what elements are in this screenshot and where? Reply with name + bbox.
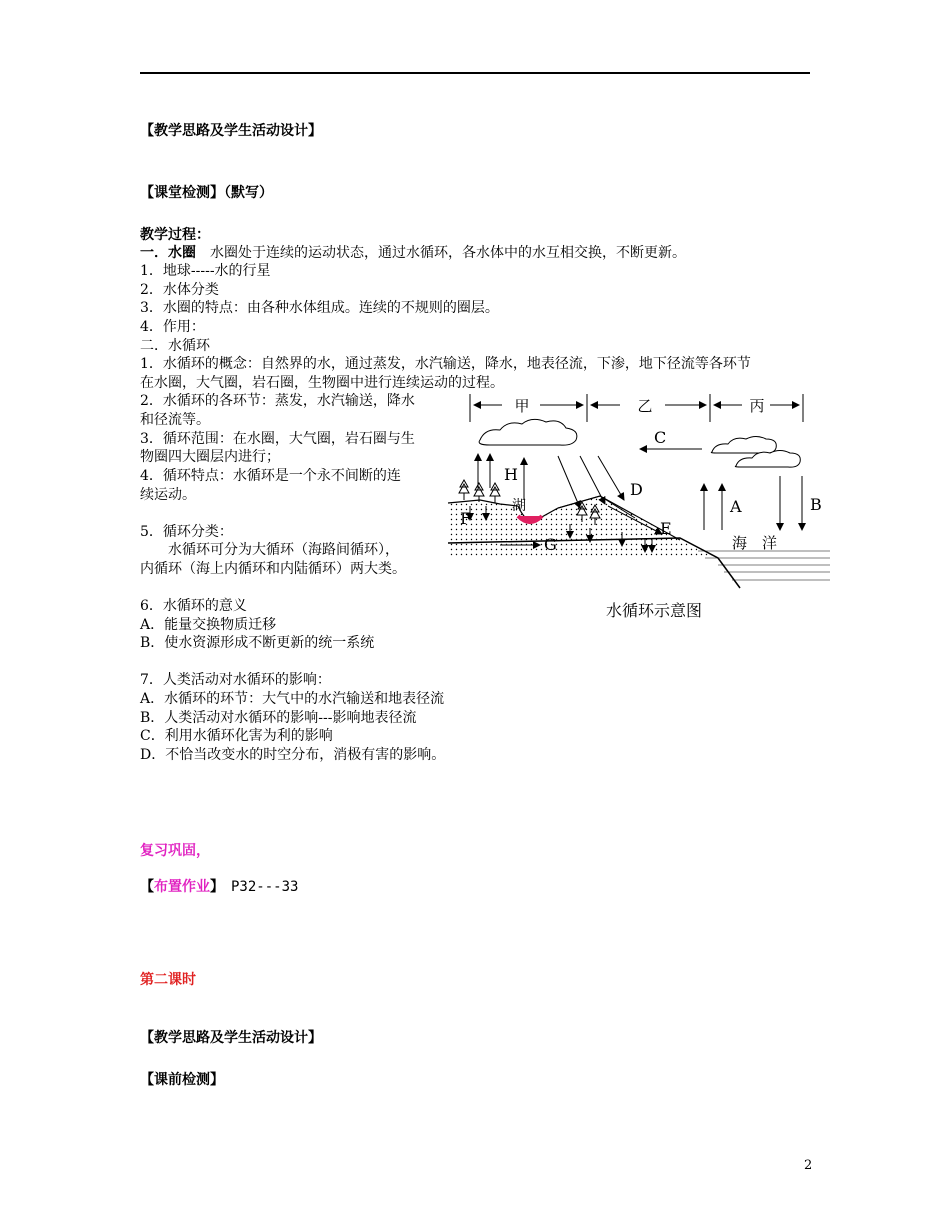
label-a: A [730, 497, 742, 516]
teaching-design-heading: 【教学思路及学生活动设计】 [140, 123, 322, 139]
page-number: 2 [804, 1158, 813, 1173]
label-b: B [810, 495, 822, 514]
label-ocean: 海 洋 [732, 534, 778, 552]
homework-line [140, 878, 298, 896]
label-h: H [504, 465, 518, 484]
hydrosphere-text: 水圈处于连续的运动状态，通过水循环，各水体中的水互相交换，不断更新。 [196, 245, 686, 261]
review-heading: 复习巩固， [140, 843, 210, 859]
hydrosphere-intro [140, 244, 686, 262]
pre-class-check-heading: 【课前检测】 [140, 1072, 224, 1088]
teaching-design-heading-2: 【教学思路及学生活动设计】 [140, 1030, 322, 1046]
left-line: A．能量交换物质迁移 [140, 617, 277, 633]
label-f: F [460, 509, 472, 528]
cloud-sea [711, 437, 776, 454]
region-label-yi: 乙 [637, 397, 653, 415]
homework-pages: P32---33 [217, 879, 299, 895]
water-cycle-diagram [440, 388, 840, 628]
bracket-close: 】 [210, 879, 217, 895]
left-line: 物圈四大圈层内进行； [140, 449, 280, 465]
left-line: A．水循环的环节：大气中的水汽输送和地表径流 [140, 691, 445, 707]
left-line: 5．循环分类： [140, 524, 233, 540]
part1-item: 2．水体分类 [140, 282, 219, 298]
left-line: 2．水循环的各环节：蒸发，水汽输送，降水 [140, 393, 415, 409]
tree-icon [490, 483, 500, 503]
left-line: C．利用水循环化害为利的影响 [140, 728, 333, 744]
tree-icon [474, 483, 484, 502]
label-c: C [654, 428, 667, 447]
part1-item: 3．水圈的特点：由各种水体组成。连续的不规则的圈层。 [140, 300, 499, 316]
precipitation-arrow [580, 456, 605, 504]
process-heading: 教学过程： [140, 227, 210, 243]
label-lake: 湖 [512, 498, 526, 514]
header-rule [140, 72, 810, 74]
hydrosphere-label: 一．水圈 [140, 245, 196, 261]
left-line: 3．循环范围：在水圈，大气圈，岩石圈与生 [140, 431, 415, 447]
left-line: B．人类活动对水循环的影响---影响地表径流 [140, 710, 417, 726]
water-cycle-label: 二．水循环 [140, 338, 210, 354]
left-line: 水循环可分为大循环（海路间循环）， [140, 542, 399, 558]
label-e: E [660, 519, 672, 538]
label-g: G [544, 535, 557, 554]
left-line: B．使水资源形成不断更新的统一系统 [140, 635, 375, 651]
region-label-jia: 甲 [514, 397, 530, 415]
homework-label: 布置作业 [154, 879, 210, 895]
left-line: 和径流等。 [140, 412, 210, 428]
left-line: 6．水循环的意义 [140, 598, 247, 614]
left-line: 4．循环特点：水循环是一个永不间断的连 [140, 468, 401, 484]
left-line: 续运动。 [140, 487, 196, 503]
lake [518, 516, 542, 522]
concept-line: 1．水循环的概念：自然界的水，通过蒸发，水汽输送，降水，地表径流，下渗，地下径流等各环节 [140, 356, 751, 372]
label-d: D [630, 480, 643, 499]
left-line: 7．人类活动对水循环的影响： [140, 672, 331, 688]
left-line: 内循环（海上内循环和内陆循环）两大类。 [140, 561, 406, 577]
tree-icon [459, 480, 469, 500]
precipitation-arrow [598, 456, 624, 500]
cloud-land [479, 419, 577, 445]
part1-item: 1．地球-----水的行星 [140, 263, 271, 279]
second-lesson-heading: 第二课时 [140, 972, 196, 988]
precipitation-arrow [558, 456, 580, 508]
bracket-open: 【 [140, 879, 154, 895]
class-check-heading: 【课堂检测】（默写） [140, 185, 273, 201]
left-line: D．不恰当改变水的时空分布，消极有害的影响。 [140, 747, 446, 763]
part1-item: 4．作用： [140, 319, 205, 335]
diagram-title: 水循环示意图 [605, 601, 703, 620]
region-label-bing: 丙 [749, 397, 765, 415]
concept-line: 在水圈，大气圈，岩石圈，生物圈中进行连续运动的过程。 [140, 375, 504, 391]
